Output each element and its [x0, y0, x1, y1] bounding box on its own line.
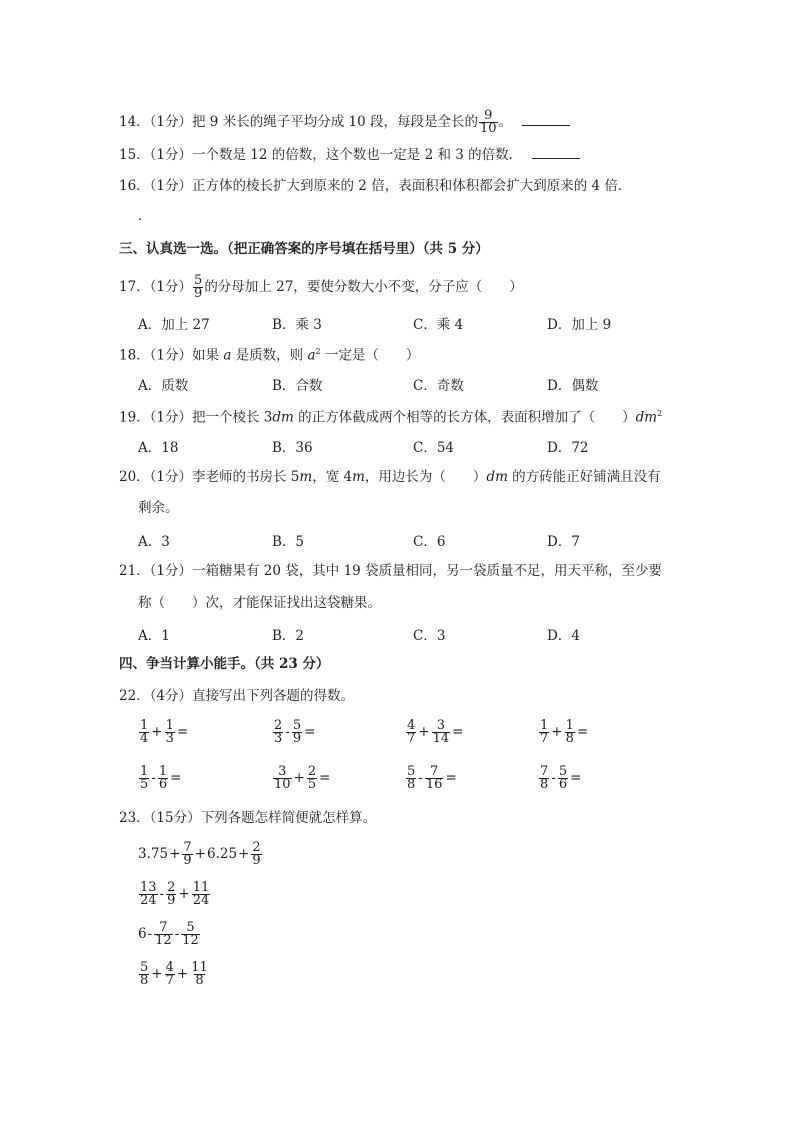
fraction: $\frac{4}{7}$	[165, 960, 174, 988]
fraction: $\frac{2}{3}$	[274, 718, 283, 746]
section-4-heading: 四、争当计算小能手。（共 23 分）	[119, 656, 330, 672]
option-a[interactable]: A．加上 27	[138, 317, 210, 333]
q22-expression: $\frac{1}{4}$ + $\frac{1}{3}$ =	[140, 718, 189, 746]
section-3-heading: 三、认真选一选。（把正确答案的序号填在括号里）（共 5 分）	[119, 241, 489, 257]
q23-expression-3: 6- $\frac{7}{12}$ - $\frac{5}{12}$	[138, 920, 199, 948]
option-d[interactable]: D．4	[547, 628, 580, 644]
fraction: $\frac{5}{9}$	[292, 718, 302, 746]
fraction: $\frac{7}{12}$	[155, 920, 172, 948]
option-c[interactable]: C．奇数	[413, 378, 464, 394]
q22-expression: $\frac{5}{8}$ - $\frac{7}{16}$ =	[407, 764, 457, 792]
q23-expression-1: 3.75+ $\frac{7}{9}$ +6.25+ $\frac{2}{9}$	[138, 840, 261, 868]
q22-expression: $\frac{2}{3}$ - $\frac{5}{9}$ =	[274, 718, 316, 746]
option-b[interactable]: B．36	[272, 440, 313, 456]
question-18: 18．（1分）如果 a 是质数，则 $a^2$ 一定是（ ）	[119, 347, 420, 364]
question-21: 21．（1分）一箱糖果有 20 袋，其中 19 袋质量相同，另一袋质量不足，用天平称，至少要	[119, 563, 663, 579]
q22-expression: $\frac{1}{7}$ + $\frac{1}{8}$ =	[540, 718, 589, 746]
q23-expression-2: $\frac{13}{24}$ - $\frac{2}{9}$ + $\frac{11}{24}$	[140, 880, 210, 908]
fraction: $\frac{4}{7}$	[407, 718, 416, 746]
fraction: $\frac{2}{9}$	[252, 840, 261, 868]
option-c[interactable]: C．54	[413, 440, 455, 456]
question-15: 15．（1分）一个数是 12 的倍数，这个数也一定是 2 和 3 的倍数．	[119, 146, 580, 164]
option-a[interactable]: A．18	[138, 440, 179, 456]
option-d[interactable]: D．7	[547, 534, 580, 550]
fraction: $\frac{7}{9}$	[183, 840, 192, 868]
option-d[interactable]: D．72	[547, 440, 589, 456]
fraction: $\frac{7}{8}$	[540, 764, 549, 792]
fraction: $\frac{5}{8}$	[407, 764, 416, 792]
fraction: $\frac{5}{8}$	[140, 960, 149, 988]
fraction: $\frac{5}{12}$	[182, 920, 199, 948]
question-21-cont: 称（ ）次，才能保证找出这袋糖果。	[138, 595, 381, 611]
question-17: 17．（1分） $\frac{5}{9}$ 的分母加上 27，要使分数大小不变，分子应（ ）	[119, 273, 523, 301]
option-c[interactable]: C．3	[413, 628, 446, 644]
option-c[interactable]: C．乘 4	[413, 317, 464, 333]
option-a[interactable]: A．1	[138, 628, 170, 644]
option-b[interactable]: B．乘 3	[272, 317, 322, 333]
option-a[interactable]: A．3	[138, 534, 170, 550]
option-b[interactable]: B．5	[272, 534, 305, 550]
answer-blank[interactable]	[522, 115, 570, 126]
question-16: 16．（1分）正方体的棱长扩大到原来的 2 倍，表面积和体积都会扩大到原来的 4 倍．	[119, 178, 632, 194]
q14-text: 14．（1分）把 9 米长的绳子平均分成 10 段，每段是全长的	[119, 114, 478, 130]
question-20-cont: 剩余。	[138, 500, 179, 516]
fraction: $\frac{3}{14}$	[432, 718, 450, 746]
fraction: $\frac{1}{4}$	[140, 718, 149, 746]
q22-expression: $\frac{4}{7}$ + $\frac{3}{14}$ =	[407, 718, 464, 746]
fraction: $\frac{1}{5}$	[140, 764, 149, 792]
option-d[interactable]: D．加上 9	[547, 317, 612, 333]
fraction: $\frac{5}{9}$	[194, 273, 203, 301]
fraction: $\frac{5}{6}$	[558, 764, 568, 792]
fraction: $\frac{1}{6}$	[158, 764, 168, 792]
option-c[interactable]: C．6	[413, 534, 446, 550]
fraction: $\frac{1}{3}$	[165, 718, 174, 746]
fraction: $\frac{1}{8}$	[565, 718, 574, 746]
fraction: $\frac{7}{16}$	[425, 764, 443, 792]
question-20: 20．（1分）李老师的书房长 5m，宽 4m，用边长为（ ）dm 的方砖能正好铺满且没有	[119, 469, 661, 485]
q22-expression: $\frac{7}{8}$ - $\frac{5}{6}$ =	[540, 764, 582, 792]
question-14: 14．（1分）把 9 米长的绳子平均分成 10 段，每段是全长的 $\frac{9}{10}$ 。	[119, 110, 570, 135]
option-b[interactable]: B．合数	[272, 378, 323, 394]
option-a[interactable]: A．质数	[138, 378, 189, 394]
question-22: 22．（4分）直接写出下列各题的得数。	[119, 688, 355, 704]
answer-blank[interactable]	[532, 148, 580, 159]
fraction: $\frac{11}{24}$	[192, 880, 210, 908]
fraction: $\frac{3}{10}$	[274, 764, 291, 792]
q23-expression-4: $\frac{5}{8}$ + $\frac{4}{7}$ + $\frac{11}{8}$	[140, 960, 208, 988]
option-d[interactable]: D．偶数	[547, 378, 599, 394]
fraction: $\frac{2}{9}$	[167, 880, 176, 908]
question-19: 19．（1分）把一个棱长 3dm 的正方体截成两个相等的长方体，表面积增加了（ ）$dm^2$	[119, 409, 663, 426]
question-16-cont: ．	[138, 208, 152, 224]
q22-expression: $\frac{3}{10}$ + $\frac{2}{5}$ =	[274, 764, 331, 792]
fraction: $\frac{11}{8}$	[191, 960, 208, 988]
question-23: 23．（15分）下列各题怎样简便就怎样算。	[119, 810, 377, 826]
fraction: $\frac{9}{10}$	[479, 108, 497, 136]
option-b[interactable]: B．2	[272, 628, 305, 644]
fraction: $\frac{2}{5}$	[307, 764, 317, 792]
q22-expression: $\frac{1}{5}$ - $\frac{1}{6}$ =	[140, 764, 182, 792]
fraction: $\frac{13}{24}$	[140, 880, 157, 908]
fraction: $\frac{1}{7}$	[540, 718, 549, 746]
